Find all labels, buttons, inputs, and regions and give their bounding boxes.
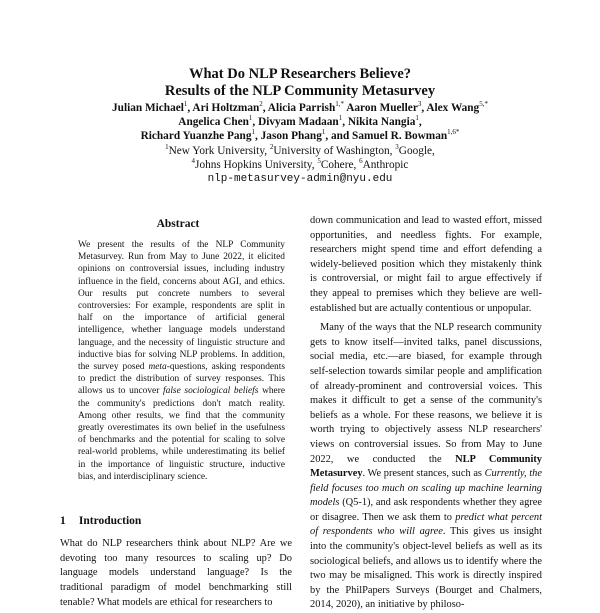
title-line-1: What Do NLP Researchers Believe? [188, 66, 412, 82]
paragraph: down communication and lead to wasted effort, missed opportunities, and needless fights. For example, researchers might spend time and effort defending a widely-believed position which they mistakenly think is controversial, or might fail to argue effectively if they appeal to premises which they believe are well-established but are actually contentious or unpopular. [310, 215, 542, 314]
right-column-text [310, 214, 542, 613]
section-heading-introduction [60, 515, 290, 527]
author: Nikita Nangia$^1$ [347, 114, 419, 129]
contact-email[interactable]: nlp-metasurvey-admin@nyu.edu [207, 173, 393, 186]
author: Alicia Parrish$^{1,*}$ [267, 100, 344, 114]
affiliations: $^1$New York University, $^2$University of Washington, $^3$Google, $^4$Johns Hopkins University, $^5$Cohere, $^6$Anthropic nlp-metasurvey-admin@nyu.edu [60, 144, 540, 187]
affiliation: University of Washington [273, 145, 390, 157]
author: Richard Yuanzhe Pang$^1$ [140, 128, 255, 143]
paragraph: Many of the ways that the NLP research community gets to know itself—invited talks, panel discussions, social media, etc.—are biased, for example through self-selection towards similar people and amplification of already-prominent and controversial voices. This makes it difficult to get a sense of the community's beliefs as a whole. For these reasons, we believe it is worth trying to objectively assess NLP researchers' views on controversial issues. So from May to June 2022, we conducted the NLP Community Metasurvey. We present stances, such as Currently, the field focuses too much on scaling up machine learning models (Q5-1), and ask respondents whether they agree or disagree. Then we ask them to predict what percent of respondents who will agree. This gives us insight into the community's object-level beliefs as well as its sociological beliefs, and allows us to identify where the two may be misaligned. This work is directly inspired by the PhilPapers Surveys (Bourget and Chalmers, 2014, 2020), an initiative by philoso- [310, 322, 542, 611]
affiliation: Johns Hopkins University [195, 159, 312, 172]
abstract-text: We present the results of the NLP Community Metasurvey. Run from May to June 2022, it elicited opinions on controversial issues, including industry influence in the field, concerns about AGI, and ethics. Our results put concrete numbers to several controversies: For example, respondents are split in half on the importance of artificial general intelligence, whether language models understand language, and the necessity of linguistic structure and inductive bias for solving NLP problems. In addition, the survey posed meta-questions, asking respondents to predict the distribution of survey responses. This allows us to uncover false sociological beliefs where the community's predictions don't match reality. Among other results, we find that the community greatly overestimates its own belief in the usefulness of benchmarks and the potential for scaling to solve real-world problems, while underestimating its belief in the importance of linguistic structure, inductive bias, and interdisciplinary science. [78, 240, 285, 482]
section-title: Introduction [78, 515, 142, 527]
author: Julian Michael$^1$ [112, 100, 188, 114]
author-list: Julian Michael$^1$, Ari Holtzman$^2$, Alicia Parrish$^{1,*}$ Aaron Mueller$^3$, Alex Wang$^{5,*}$ Angelica Chen$^1$, Divyam Madaan$^1$, Nikita Nangia$^1$, Richard Yuanzhe Pang$^1$, Jason Phang$^1$, and Samuel R. Bowman$^{1,6*}$ [112, 100, 488, 143]
author: Ari Holtzman$^2$ [192, 100, 263, 114]
author: Jason Phang$^1$ [260, 128, 326, 143]
affiliation: Cohere [320, 159, 354, 172]
paper-title [0, 66, 600, 100]
section-number: 1 [60, 515, 66, 527]
affiliation: New York University [168, 145, 265, 157]
abstract-heading: Abstract [156, 218, 200, 230]
author: Angelica Chen$^1$ [178, 114, 253, 129]
author: Divyam Madaan$^1$ [258, 114, 343, 129]
author: and Samuel R. Bowman$^{1,6*}$ [331, 128, 460, 143]
author: Aaron Mueller$^3$ [346, 100, 422, 114]
affiliation: Anthropic [362, 159, 409, 172]
intro-paragraph: What do NLP researchers think about NLP? Are we devoting too many resources to scaling up? Do language models understand language? Is the traditional paradigm of model benchmarking still tenable? What models are ethical for researchers to [60, 538, 292, 608]
title-line-2: Results of the NLP Community Metasurvey [164, 83, 436, 99]
author: Alex Wang$^{5,*}$ [426, 100, 488, 114]
affiliation: Google [398, 145, 433, 157]
